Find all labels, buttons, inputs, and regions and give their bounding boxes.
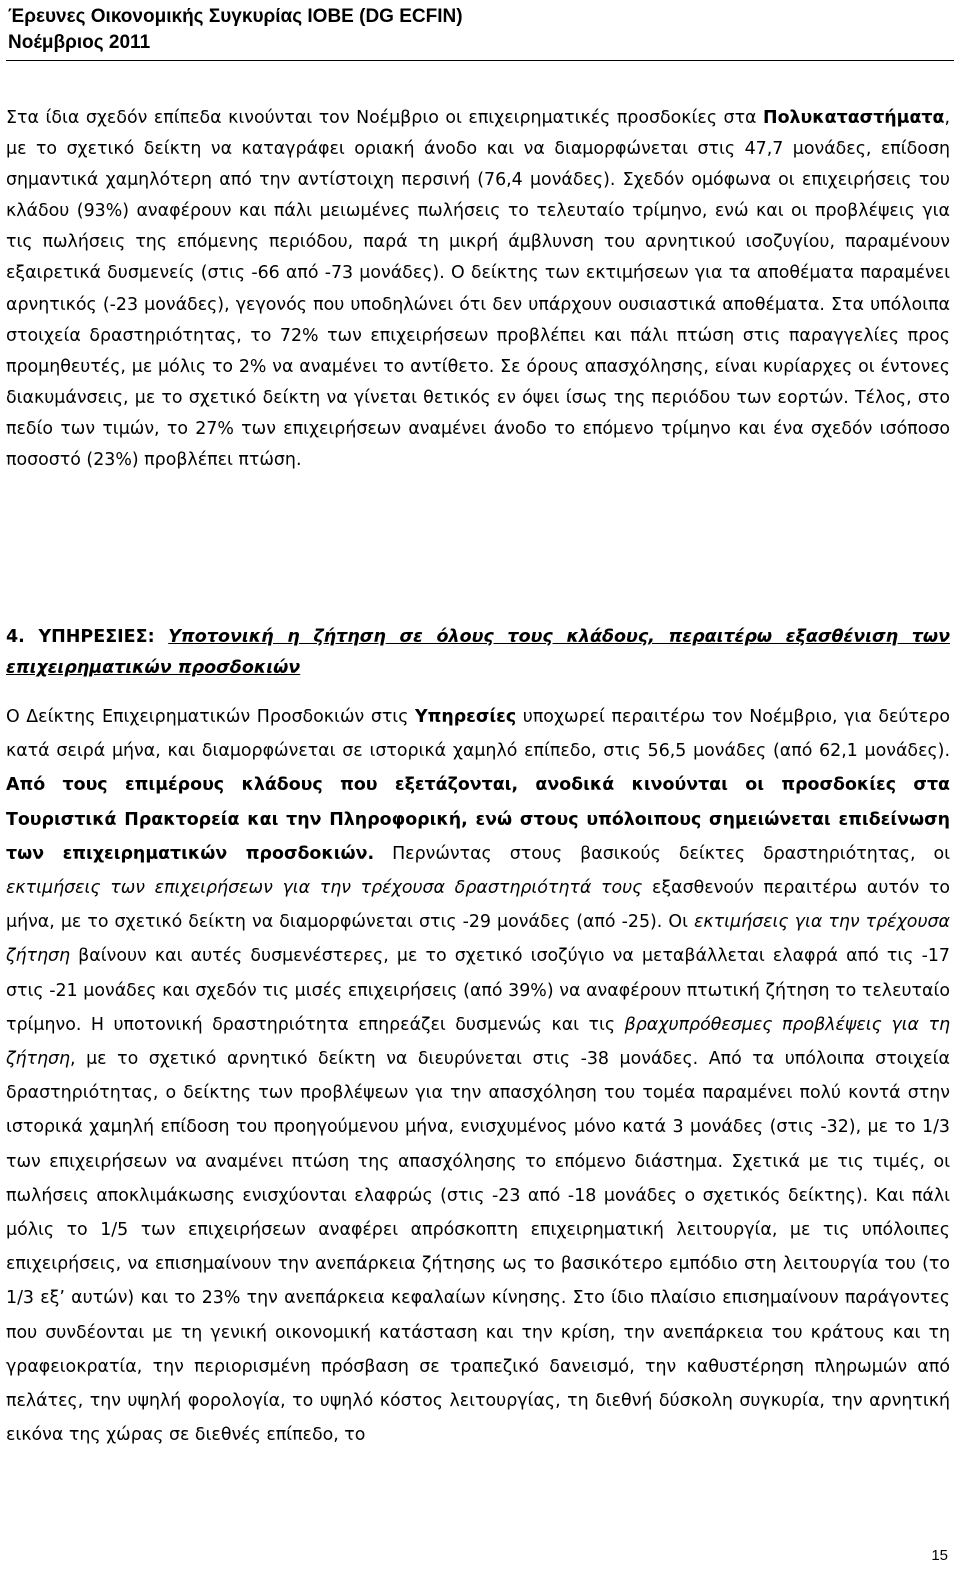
section-heading-services [6,622,950,684]
sector-name-department-stores: Πολυκαταστήματα [763,108,945,128]
section-number-label: 4. ΥΠΗΡΕΣΙΕΣ [6,627,148,647]
paragraph-text: Ο Δείκτης Επιχειρηματικών Προσδοκιών στις [6,707,415,727]
section-separator: : [147,627,169,647]
paragraph-department-stores [6,103,950,476]
header-divider [6,60,954,61]
sector-name-services: Υπηρεσίες [415,707,517,727]
paragraph-text: , με το σχετικό δείκτη να καταγράφει οριακή άνοδο και να διαμορφώνεται στις 47,7 μονάδες, επίδοση σημαντικά χαμηλότερη από την αντίστοιχη περσινή (76,4 μονάδες). Σχεδόν ομόφωνα οι επιχειρήσεις του κλάδου (93%) αναφέρουν και πάλι μειωμένες πωλήσεις το τελευταίο τρίμηνο, ενώ και οι προβλέψεις για τις πωλήσεις της επόμενης περιόδου, παρά τη μικρή άμβλυνση του αρνητικού ισοζυγίου, παραμένουν εξαιρετικά δυσμενείς (στις -66 από -73 μονάδες). Ο δείκτης των εκτιμήσεων για τα αποθέματα παραμένει αρνητικός (-23 μονάδες), γεγονός που υποδηλώνει ότι δεν υπάρχουν ουσιαστικά αποθέματα. Στα υπόλοιπα στοιχεία δραστηριότητας, το 72% των επιχειρήσεων προβλέπει και πάλι πτώση στις παραγγελίες προς προμηθευτές, με μόλις το 2% να αναμένει το αντίθετο. Σε όρους απασχόλησης, είναι κυρίαρχες οι έντονες διακυμάνσεις, με το σχετικό δείκτη να γίνεται θετικός εν όψει ίσως της περιόδου των εορτών. Τέλος, στο πεδίο των τιμών, το 27% των επιχειρήσεων αναμένει άνοδο το επόμενο τρίμηνο και ένα σχεδόν ισόποσο ποσοστό (23%) προβλέπει πτώση. [6,108,950,471]
paragraph-text: υποχωρεί περαιτέρω τον Νοέμβριο, για δεύτερο κατά σειρά μήνα, και διαμορφώνεται σε ιστορικά χαμηλό επίπεδο, στις 56,5 μονάδες (από 62,1 μονάδες). [6,707,951,762]
page-number: 15 [931,1547,948,1564]
paragraph-text: βαίνουν και αυτές δυσμενέστερες, με το σχετικό ισοζύγιο να μεταβάλλεται ελαφρά από τις -17 στις -21 μονάδες και σχεδόν τις μισές επιχειρήσεις (από 39%) να αναφέρουν πτωτική ζήτηση το τελευταίο τρίμηνο. Η υποτονική δραστηριότητα επηρεάζει δυσμενώς και τις [6,946,950,1035]
italic-term: εκτιμήσεις των επιχειρήσεων για την τρέχουσα δραστηριότητά τους [6,878,643,899]
header-title: Έρευνες Οικονομικής Συγκυρίας ΙΟΒΕ (DG ECFIN) [8,6,463,27]
paragraph-text: Στα ίδια σχεδόν επίπεδα κινούνται τον Νοέμβριο οι επιχειρηματικές προσδοκίες στα [6,108,764,128]
paragraph-services [6,700,950,1452]
section-subtitle: Υποτονική η ζήτηση σε όλους τους κλάδους, περαιτέρω εξασθένιση των επιχειρηματικών προσδοκιών [6,627,950,678]
italic-term: εκτιμήσεις για την τρέχουσα ζήτηση [6,912,950,967]
paragraph-text: Περνώντας στους βασικούς δείκτες δραστηριότητας, οι [374,843,951,864]
document-header [8,4,463,56]
emphasis-text: Από τους επιμέρους κλάδους που εξετάζονται, ανοδικά κινούνται οι προσδοκίες στα Τουριστικά Πρακτορεία και την Πληροφορική, ενώ στους υπόλοιπους σημειώνεται επιδείνωση των επιχειρηματικών προσδοκιών. [6,775,950,864]
paragraph-text: εξασθενούν περαιτέρω αυτόν το μήνα, με το σχετικό δείκτη να διαμορφώνεται στις -29 μονάδες (από -25). Οι [6,878,950,933]
paragraph-text: , με το σχετικό αρνητικό δείκτη να διευρύνεται στις -38 μονάδες. Από τα υπόλοιπα στοιχεία δραστηριότητας, ο δείκτης των προβλέψεων για την απασχόληση του τομέα παραμένει πολύ κοντά στην ιστορικά χαμηλή επίδοση του προηγούμενου μήνα, ενισχυμένος μόνο κατά 3 μονάδες (στις -32), με το 1/3 των επιχειρήσεων να αναμένει πτώση της απασχόλησης το επόμενο διάστημα. Σχετικά με τις τιμές, οι πωλήσεις αποκλιμάκωσης ενισχύονται ελαφρώς (στις -23 από -18 μονάδες ο σχετικός δείκτης). Και πάλι μόλις το 1/5 των επιχειρήσεων αναφέρει απρόσκοπτη επιχειρηματική λειτουργία, με τις υπόλοιπες επιχειρήσεις, να επισημαίνουν την ανεπάρκεια ζήτησης ως το βασικότερο εμπόδιο στη λειτουργία του (το 1/3 εξ’ αυτών) και το 23% την ανεπάρκεια κεφαλαίων κίνησης. Στο ίδιο πλαίσιο επισημαίνουν παράγοντες που συνδέονται με τη γενική οικονομική κατάσταση και την κρίση, την ανεπάρκεια του κράτους και τη γραφειοκρατία, την περιορισμένη πρόσβαση σε τραπεζικό δανεισμό, την καθυστέρηση πληρωμών από πελάτες, την υψηλή φορολογία, το υψηλό κόστος λειτουργίας, τη διεθνή δύσκολη συγκυρία, την αρνητική εικόνα της χώρας σε διεθνές επίπεδο, το [6,1049,950,1446]
header-date: Νοέμβριος 2011 [8,32,151,53]
italic-term: βραχυπρόθεσμες προβλέψεις για τη ζήτηση [6,1014,950,1070]
